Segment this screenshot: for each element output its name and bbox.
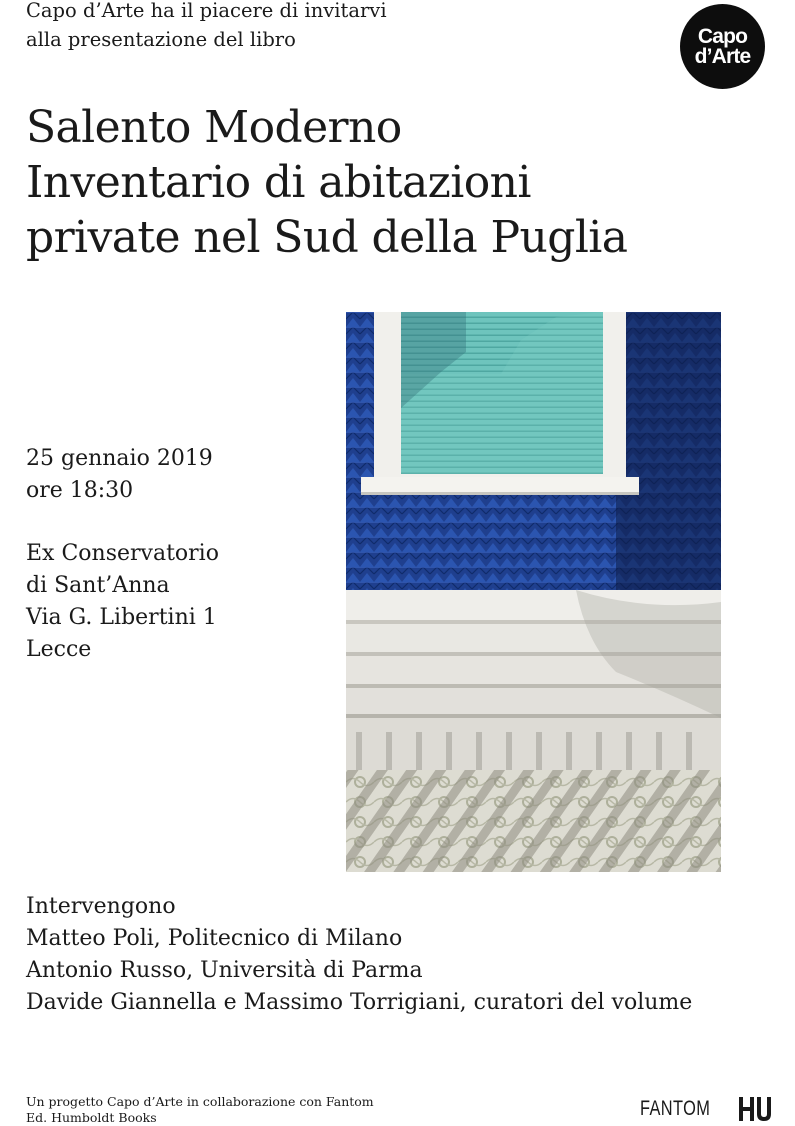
credits-line-1: Un progetto Capo d’Arte in collaborazione con Fantom xyxy=(26,1094,374,1109)
humboldt-books-logo-icon xyxy=(738,1096,772,1122)
cover-photo xyxy=(346,312,721,872)
speaker-1: Matteo Poli, Politecnico di Milano xyxy=(26,926,403,951)
venue-line-2: di Sant’Anna xyxy=(26,573,170,598)
stone-steps xyxy=(346,590,721,770)
capo-darte-logo xyxy=(680,4,765,89)
speakers-heading: Intervengono xyxy=(26,894,176,919)
logo-line-1: Capo xyxy=(697,24,748,48)
speakers xyxy=(26,891,692,1019)
venue-line-1: Ex Conservatorio xyxy=(26,541,219,566)
event-date: 25 gennaio 2019 xyxy=(26,446,213,471)
fantom-logo: FANTOM xyxy=(640,1097,711,1120)
venue-city: Lecce xyxy=(26,637,92,662)
title-line-2: Inventario di abitazioni xyxy=(26,157,531,208)
credits-line-2: Ed. Humboldt Books xyxy=(26,1110,157,1125)
speaker-2: Antonio Russo, Università di Parma xyxy=(26,958,423,983)
title-line-3: private nel Sud della Puglia xyxy=(26,212,628,263)
wall-shadow xyxy=(616,312,721,590)
title-line-1: Salento Moderno xyxy=(26,102,402,153)
event-datetime xyxy=(26,443,213,507)
intro-text xyxy=(26,0,387,54)
window-sill xyxy=(361,477,639,494)
partner-logos xyxy=(640,1096,772,1122)
event-venue xyxy=(26,538,219,666)
book-title xyxy=(26,100,627,265)
speaker-3: Davide Giannella e Massimo Torrigiani, curatori del volume xyxy=(26,990,693,1015)
logo-line-2: d’Arte xyxy=(694,44,751,68)
event-time: ore 18:30 xyxy=(26,478,134,503)
intro-line-2: alla presentazione del libro xyxy=(26,28,296,51)
intro-line-1: Capo d’Arte ha il piacere di invitarvi xyxy=(26,0,387,22)
floor-shadows xyxy=(346,770,721,872)
credits xyxy=(26,1094,374,1126)
venue-address: Via G. Libertini 1 xyxy=(26,605,217,630)
